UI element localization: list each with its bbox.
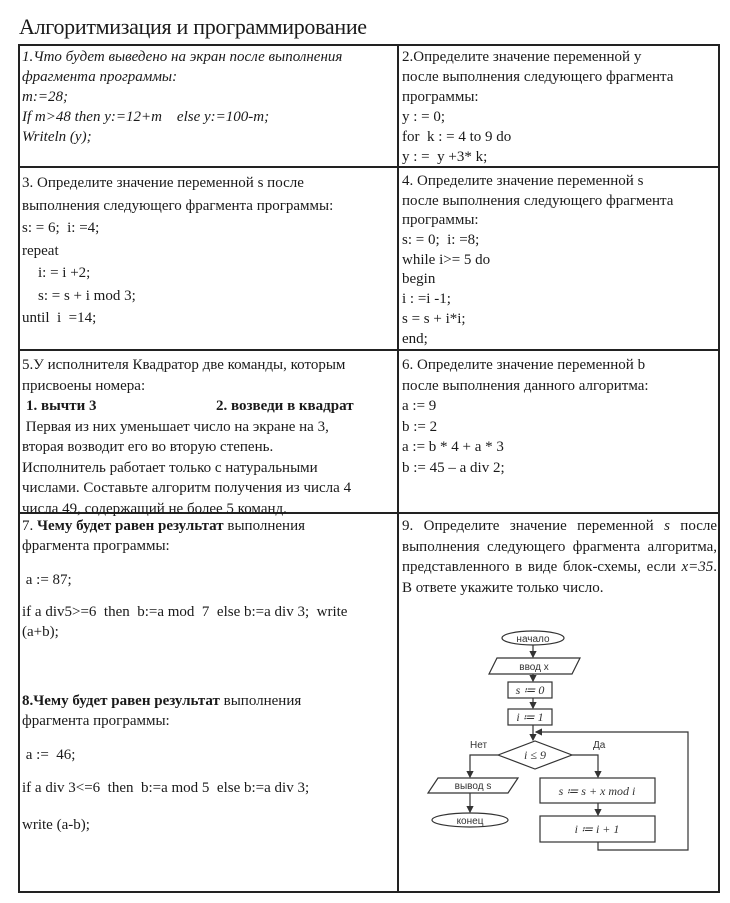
task-4 <box>402 172 673 349</box>
task-line: после выполнения данного алгоритма: <box>402 377 649 394</box>
task-9 <box>402 516 717 598</box>
body-i-label: i ≔ i + 1 <box>574 822 620 836</box>
task-line: вторая возводит его во вторую степень. <box>22 439 274 455</box>
code-line: s: = 6; i: =4; <box>22 220 100 236</box>
page-title: Алгоритмизация и программирование <box>19 14 367 39</box>
task-line: фрагмента программы: <box>22 538 170 554</box>
code-line: write (a-b); <box>22 817 90 833</box>
code-line: a := 46; <box>22 747 76 763</box>
init-s-label: s ≔ 0 <box>515 683 545 697</box>
task-line: выполнения следующего фрагмента программы: <box>22 197 334 214</box>
yes-label: Да <box>593 740 606 751</box>
task-2 <box>402 47 673 167</box>
task-line: фрагмента программы: <box>22 713 170 729</box>
task-line: 3. Определите значение переменной s после <box>22 175 304 191</box>
column-divider <box>397 44 399 893</box>
task-7-heading: 7. Чему будет равен результат выполнения <box>22 518 305 534</box>
code-line: a := 87; <box>22 572 72 588</box>
code-line: i : =i -1; <box>402 291 451 308</box>
no-label: Нет <box>470 740 488 751</box>
task-line: программы: <box>402 89 479 105</box>
code-line: y : = y +3* k; <box>402 149 488 165</box>
row-divider <box>18 349 720 351</box>
task-line: числа 49, содержащий не более 5 команд. <box>22 500 287 517</box>
task-line: числами. Составьте алгоритм получения из числа 4 <box>22 480 352 496</box>
task-6 <box>402 355 649 478</box>
code-line: a := 9 <box>402 398 437 414</box>
code-line: s = s + i*i; <box>402 310 466 327</box>
condition-label: i ≤ 9 <box>524 748 546 762</box>
code-line: for k : = 4 to 9 do <box>402 129 512 145</box>
task-7-and-8 <box>22 516 347 835</box>
code-line: s: = 0; i: =8; <box>402 232 480 249</box>
code-line: if a div 3<=6 then b:=a mod 5 else b:=a div 3; <box>22 780 310 796</box>
task-9-text: 9. Определите значение переменной s после выполнения следующего фрагмента алгоритма, представленного в виде блок-схемы, если x=35. В ответе укажите только число. <box>402 518 717 596</box>
code-line: until i =14; <box>22 310 97 326</box>
task-line: фрагмента программы: <box>22 69 178 85</box>
command-2: 2. возведи в квадрат <box>216 398 354 414</box>
task-line: 5.У исполнителя Квадратор две команды, которым <box>22 357 346 373</box>
start-label: начало <box>516 634 550 645</box>
body-s-label: s ≔ s + x mod i <box>558 784 636 798</box>
code-line: begin <box>402 271 436 288</box>
task-line: программы: <box>402 212 479 229</box>
task-5 <box>22 355 354 519</box>
code-line: m:=28; <box>22 89 68 105</box>
commands-line <box>22 396 354 417</box>
code-line: y : = 0; <box>402 109 446 125</box>
code-line: i: = i +2; <box>38 265 91 281</box>
init-i-label: i ≔ 1 <box>516 710 544 724</box>
command-1: 1. вычти 3 <box>26 398 97 414</box>
task-line: Исполнитель работает только с натуральными <box>22 459 318 476</box>
input-label: ввод x <box>519 662 549 673</box>
task-line: присвоены номера: <box>22 377 146 394</box>
code-line: If m>48 then y:=12+m else y:=100-m; <box>22 109 270 125</box>
code-line: while i>= 5 do <box>402 251 491 268</box>
task-line: Первая из них уменьшает число на экране на 3, <box>22 418 329 435</box>
code-line: s: = s + i mod 3; <box>38 287 136 304</box>
code-line: end; <box>402 330 428 347</box>
code-line: b := 45 – a div 2; <box>402 459 505 476</box>
task-line: 2.Определите значение переменной y <box>402 49 642 65</box>
code-line: if a div5>=6 then b:=a mod 7 else b:=a div 3; write <box>22 604 348 620</box>
task-line: 4. Определите значение переменной s <box>402 173 644 189</box>
task-line: 6. Определите значение переменной b <box>402 357 646 373</box>
output-label: вывод s <box>454 781 492 792</box>
flowchart <box>400 620 730 860</box>
task-line: после выполнения следующего фрагмента <box>402 192 674 209</box>
task-1 <box>22 47 342 147</box>
task-line: после выполнения следующего фрагмента <box>402 69 674 85</box>
task-line: 1.Что будет выведено на экран после выполнения <box>22 49 343 65</box>
task-8-heading: 8.Чему будет равен результат выполнения <box>22 693 302 709</box>
code-line: Writeln (y); <box>22 129 92 145</box>
code-line: repeat <box>22 242 59 259</box>
task-3 <box>22 172 333 330</box>
code-line: (a+b); <box>22 624 59 640</box>
code-line: b := 2 <box>402 418 438 435</box>
code-line: a := b * 4 + a * 3 <box>402 439 504 455</box>
end-label: конец <box>456 816 484 827</box>
